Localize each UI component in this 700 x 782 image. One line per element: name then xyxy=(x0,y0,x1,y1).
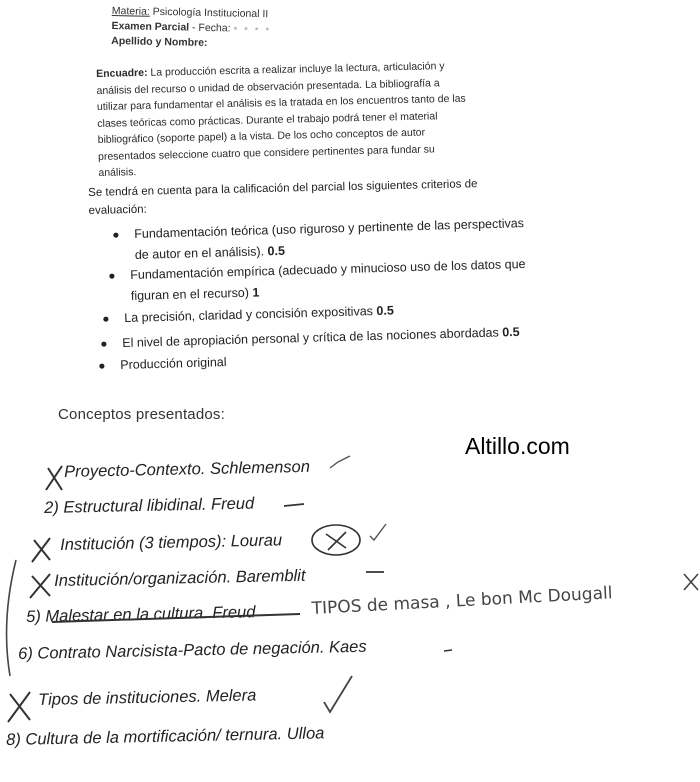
bullet-icon: ● xyxy=(102,311,110,326)
dash-mark xyxy=(284,504,304,506)
criterio-text-cont: figuran en el recurso) xyxy=(130,285,250,303)
watermark: Altillo.com xyxy=(465,433,570,459)
bullet-icon: ● xyxy=(108,268,116,283)
x-mark-icon xyxy=(32,538,50,562)
concepto-item: 5) Malestar en la cultura. Freud xyxy=(26,603,256,626)
circle-mark xyxy=(312,525,360,555)
apellido-label: Apellido y Nombre: xyxy=(111,34,208,50)
conceptos-title: Conceptos presentados: xyxy=(58,406,226,423)
concepto-item: 2) Estructural libidinal. Freud xyxy=(44,494,255,517)
criterio-item xyxy=(98,352,227,376)
blurred-date: ▪ ▪ ▪ ▪ xyxy=(233,22,272,36)
star-mark-icon xyxy=(684,574,698,590)
bullet-icon: ● xyxy=(112,227,120,242)
bracket-mark xyxy=(7,560,16,676)
encuadre-line-7: análisis. xyxy=(98,166,137,179)
encuadre-label: Encuadre: xyxy=(96,66,148,80)
x-mark-icon xyxy=(8,692,30,722)
criterio-text: Producción original xyxy=(120,355,227,372)
materia-value: Psicología Institucional II xyxy=(152,5,269,21)
concepto-item: Institución (3 tiempos): Lourau xyxy=(60,531,283,554)
criterio-text: El nivel de apropiación personal y crítica de las nociones abordadas xyxy=(122,325,499,350)
concepto-item: Tipos de instituciones. Melera xyxy=(38,686,257,709)
concepto-item: Proyecto-Contexto. Schlemenson xyxy=(64,457,311,481)
criterios-intro-line-1: Se tendrá en cuenta para la calificación del parcial los siguientes criterios de xyxy=(88,178,478,199)
criterio-score: 0.5 xyxy=(376,303,394,318)
criterio-text: Fundamentación empírica (adecuado y minucioso uso de los datos que xyxy=(130,256,526,282)
concepto-item: 6) Contrato Narcisista-Pacto de negación. Kaes xyxy=(18,637,367,663)
handwritten-note: TIPOS de masa , Le bon Mc Dougall xyxy=(311,583,613,619)
dash-mark xyxy=(444,650,452,651)
criterios-intro-line-2: evaluación: xyxy=(88,203,147,217)
x-mark-icon xyxy=(46,466,62,490)
checkmark-icon xyxy=(370,524,386,540)
criterio-text: La precisión, claridad y concisión expositivas xyxy=(124,304,374,325)
exam-header xyxy=(111,4,272,52)
encuadre-paragraph xyxy=(96,55,568,181)
concepto-item: 8) Cultura de la mortificación/ ternura. Ulloa xyxy=(6,724,325,749)
bullet-icon: ● xyxy=(98,358,106,373)
encuadre-line-5: bibliográfico (soporte papel) a la vista. De los ocho conceptos de autor xyxy=(97,126,426,146)
concepto-item: Institución/organización. Baremblit xyxy=(54,566,306,590)
criterio-score: 0.5 xyxy=(267,243,286,259)
checkmark-icon xyxy=(324,676,352,712)
examen-label: Examen Parcial xyxy=(111,19,190,34)
fecha-label: - Fecha: xyxy=(191,21,231,35)
criterio-score: 0.5 xyxy=(502,324,520,340)
x-mark-icon xyxy=(30,574,50,598)
x-mark-icon xyxy=(326,532,346,550)
encuadre-line-3: utilizar para fundamentar el análisis es la tratada en los encuentros tanto de las xyxy=(96,92,466,113)
criterio-score: 1 xyxy=(252,285,260,300)
materia-label: Materia: xyxy=(111,4,150,18)
criterio-text: Fundamentación teórica (uso riguroso y pertinente de las perspectivas xyxy=(134,216,525,241)
checkmark-icon xyxy=(330,456,350,468)
criterio-text-cont: de autor en el análisis). xyxy=(134,244,265,262)
encuadre-line-2: análisis del recurso o unidad de observación presentada. La bibliografía a xyxy=(96,76,440,97)
encuadre-line-6: presentados seleccione cuatro que considere pertinentes para fundar su xyxy=(97,142,435,163)
bullet-icon: ● xyxy=(100,336,108,351)
encuadre-line-1: La producción escrita a realizar incluye la lectura, articulación y xyxy=(150,60,445,79)
encuadre-line-4: clases teóricas como prácticas. Durante el trabajo podrá tener el material xyxy=(97,109,438,130)
